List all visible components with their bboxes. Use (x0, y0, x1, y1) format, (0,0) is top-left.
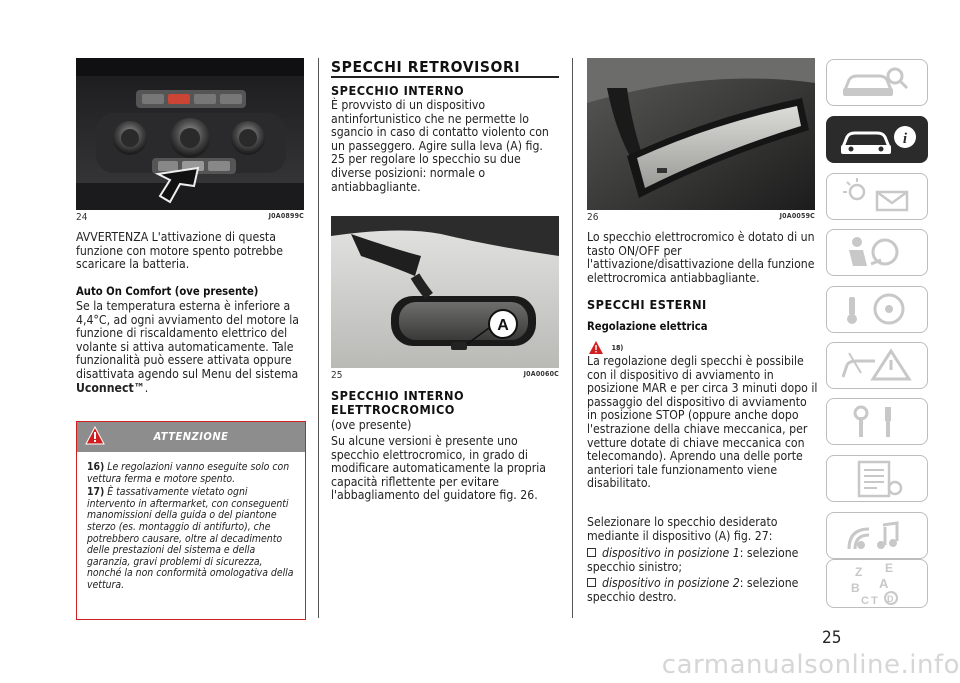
bullet-item-1 (587, 547, 817, 574)
bullet-square-icon (587, 548, 596, 557)
figure-code: J0A0059C (779, 212, 815, 220)
column-divider-2 (572, 58, 573, 618)
elettro-heading-line2: ELETTROCROMICO (331, 402, 455, 417)
elettro-subtitle: (ove presente) (331, 418, 412, 432)
note-16-text: Le regolazioni vanno eseguite solo con vettura ferma e motore spento. (87, 461, 290, 485)
note-17 (87, 487, 298, 591)
svg-text:D: D (887, 594, 894, 604)
car-search-icon (827, 60, 927, 105)
rearview-mirror-image (331, 216, 559, 368)
attention-box (76, 421, 306, 620)
tab-lights-mail[interactable] (826, 173, 928, 220)
figure-code: J0A0060C (523, 370, 559, 378)
elettro-paragraph: Su alcune versioni è presente uno specchio elettrocromico, in grado di modificare automaticamente la propria capacità riflettente per evitare l'abbagliamento del guidatore fig. 26. (331, 434, 546, 503)
bullet-2-italic: dispositivo in posizione 2 (602, 576, 740, 591)
tab-car-info[interactable] (826, 116, 928, 163)
tab-car-search[interactable] (826, 59, 928, 106)
note-16 (87, 462, 298, 485)
tab-airbag[interactable] (826, 229, 928, 276)
selezione-paragraph: Selezionare lo specchio desiderato mediante il dispositivo (A) fig. 27: (587, 515, 778, 543)
svg-text:B: B (851, 581, 860, 595)
figure-26-photo (587, 58, 815, 210)
figure-25-photo (331, 216, 559, 368)
airbag-icon (827, 230, 927, 275)
note-17-number: 17) (87, 486, 105, 499)
figure-24-caption (76, 212, 304, 223)
tab-car-warning[interactable] (826, 342, 928, 389)
tools-icon (827, 399, 927, 444)
auto-on-text: Se la temperatura esterna è inferiore a 4,4°C, ad ogni avviamento del motore la funzione di riscaldamento elettrico del volante si attiva automaticamente. Tale funzionalità può essere attivata oppure disattivata agendo sul Menu del sistema (76, 299, 300, 381)
tab-tools[interactable] (826, 398, 928, 445)
regolazione-heading: Regolazione elettrica (587, 320, 708, 333)
figure-number: 25 (331, 370, 343, 381)
uconnect-label: Uconnect™ (76, 380, 145, 395)
attention-notes (77, 452, 305, 592)
lights-mail-icon (827, 174, 927, 219)
figure-number: 26 (587, 212, 599, 223)
regolazione-paragraph: La regolazione degli specchi è possibile con il dispositivo di avviamento in posizione MAR e per circa 3 minuti dopo il passaggio del dispositivo di avviamento in posizione STOP (oppure anche dopo l'estrazione della chiave meccanica, per vetture dotate di chiave meccanica con telecomando). Aprendo una delle porte anteriori tale funzionamento viene disabilitato. (587, 354, 818, 491)
car-warning-icon (827, 343, 927, 388)
svg-text:Z: Z (855, 565, 863, 579)
auto-on-end: . (144, 380, 149, 395)
auto-on-paragraph (76, 300, 306, 395)
interno-paragraph: È provvisto di un dispositivo antinfortunistico che ne permette lo sgancio in caso di contatto violento con un passeggero. Agire sulla leva (A) fig. 25 per regolare lo specchio su due diverse posizioni: normale o antiabbagliante. (331, 98, 549, 194)
figure-26-caption (587, 212, 815, 223)
bullet-list (587, 547, 817, 604)
attention-title: ATTENZIONE (153, 430, 229, 443)
car-info-icon (827, 117, 927, 162)
section-title: SPECCHI RETROVISORI (331, 58, 521, 76)
watermark: carmanualsonline.info (661, 650, 960, 680)
figure-code: J0A0899C (268, 212, 304, 220)
list-document-icon (827, 456, 927, 501)
page-number: 25 (822, 628, 842, 648)
tab-index[interactable] (826, 559, 928, 608)
warning-triangle-icon (85, 426, 105, 446)
electrochromic-mirror-image (587, 58, 815, 210)
title-underline (331, 76, 559, 78)
figure-24-photo (76, 58, 304, 210)
column-divider-1 (318, 58, 319, 618)
attention-header (77, 422, 305, 452)
bullet-1-italic: dispositivo in posizione 1 (602, 546, 740, 560)
auto-on-heading: Auto On Comfort (ove presente) (76, 285, 259, 298)
note-16-number: 16) (87, 461, 105, 473)
tab-media[interactable] (826, 512, 928, 559)
warning-ref-number: 18) (611, 344, 624, 352)
warning-triangle-icon (589, 341, 603, 354)
elettro-heading-line1: SPECCHIO INTERNO (331, 388, 465, 403)
media-icon (827, 513, 927, 558)
climate-control-image (76, 58, 304, 210)
svg-text:E: E (885, 561, 894, 575)
svg-text:T: T (871, 595, 878, 607)
svg-text:A: A (879, 576, 889, 591)
svg-text:C: C (861, 595, 869, 607)
label-a: A (497, 317, 509, 334)
electrochromic-button-paragraph: Lo specchio elettrocromico è dotato di un tasto ON/OFF per l'attivazione/disattivazione della funzione elettrocromica antiabbagliante. (587, 230, 815, 285)
bullet-1-text: : selezione specchio sinistro; (587, 546, 799, 574)
warning-paragraph: AVVERTENZA L'attivazione di questa funzione con motore spento potrebbe scaricare la batteria. (76, 230, 283, 272)
svg-text:i: i (902, 131, 908, 147)
esterni-heading: SPECCHI ESTERNI (587, 297, 707, 312)
note-17-text: È tassativamente vietato ogni intervento in aftermarket, con conseguenti manomissioni della guida o del piantone sterzo (es. montaggio di antifurto), che potrebbero causare, oltre al decadimento delle prestazioni del sistema e della garanzia, gravi problemi di sicurezza, nonché la non conformità omologativa della vettura. (87, 486, 294, 591)
bullet-2-text: : selezione specchio destro. (587, 576, 799, 604)
bullet-item-2 (587, 577, 817, 604)
figure-number: 24 (76, 212, 88, 223)
index-abc-icon (827, 560, 927, 607)
tab-list-doc[interactable] (826, 455, 928, 502)
bullet-square-icon (587, 578, 596, 587)
interno-heading: SPECCHIO INTERNO (331, 83, 465, 98)
steering-key-icon (827, 287, 927, 332)
tab-steering-key[interactable] (826, 286, 928, 333)
figure-25-caption (331, 370, 559, 381)
